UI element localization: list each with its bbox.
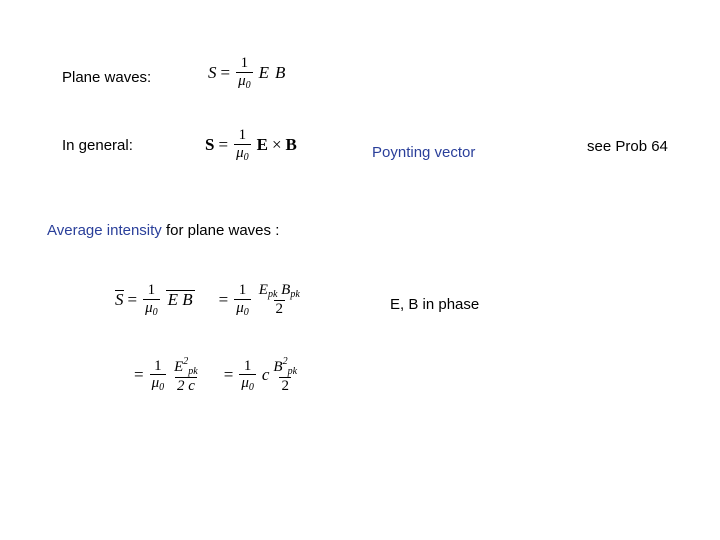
eq-fraction-peak: $\frac{E_{pk} B_{pk}}{2}$ xyxy=(258,282,300,317)
label-average-intensity xyxy=(47,222,279,239)
eq-symbol-s: S xyxy=(208,62,217,82)
eq-vector-s: S xyxy=(205,134,215,154)
eq-symbol-s-avg: S xyxy=(115,289,124,309)
label-poynting-vector: Poynting vector xyxy=(372,144,476,161)
eq-cross: × xyxy=(271,134,282,154)
eq-fraction-e-squared: $\frac{E^2_{pk}}{2 c}$ xyxy=(174,356,198,394)
eq-denominator: $\mu_0$ xyxy=(236,144,249,163)
equation-average-row1 xyxy=(115,282,304,318)
eq-fraction xyxy=(236,55,253,91)
eq-equals: = xyxy=(127,289,138,309)
eq-numerator: 1 xyxy=(238,127,247,143)
eq-symbol-c: c xyxy=(261,365,270,385)
eq-vector-e: E xyxy=(256,134,268,154)
eq-symbol-e: E xyxy=(258,62,270,82)
eq-fraction: $\frac{1}{\mu_0}$ xyxy=(241,357,254,393)
eq-symbol-b: B xyxy=(275,62,286,82)
eq-equals: = xyxy=(134,365,144,385)
label-in-general: In general: xyxy=(62,137,133,154)
eq-fraction: $\frac{1}{\mu_0}$ xyxy=(145,282,158,318)
eq-equals: = xyxy=(218,134,229,154)
eq-denominator: $\mu_0$ xyxy=(238,72,251,91)
eq-equals: = xyxy=(218,289,229,309)
eq-fraction-b-squared: $\frac{B^2_{pk}}{2}$ xyxy=(273,356,298,394)
eb-symbols: E, B xyxy=(390,296,419,313)
eq-fraction: $\frac{1}{\mu_0}$ xyxy=(236,282,249,318)
eq-equals: = xyxy=(220,62,231,82)
eq-fraction: $\frac{1}{\mu_0}$ xyxy=(151,357,165,393)
eq-eb-average: E B xyxy=(167,289,193,309)
equation-plane-waves xyxy=(208,55,285,91)
average-intensity-term: Average intensity xyxy=(47,222,162,239)
label-plane-waves: Plane waves: xyxy=(62,69,152,86)
label-eb-in-phase xyxy=(390,296,479,313)
eq-numerator: 1 xyxy=(240,55,249,71)
average-intensity-rest: for plane waves : xyxy=(161,222,280,239)
equation-average-row2 xyxy=(130,356,301,395)
eb-in-phase-text: in phase xyxy=(418,296,480,313)
eq-vector-b: B xyxy=(285,134,297,154)
eq-equals: = xyxy=(223,365,234,385)
eq-fraction xyxy=(234,127,251,163)
label-see-prob: see Prob 64 xyxy=(587,138,668,155)
equation-general xyxy=(205,127,297,163)
